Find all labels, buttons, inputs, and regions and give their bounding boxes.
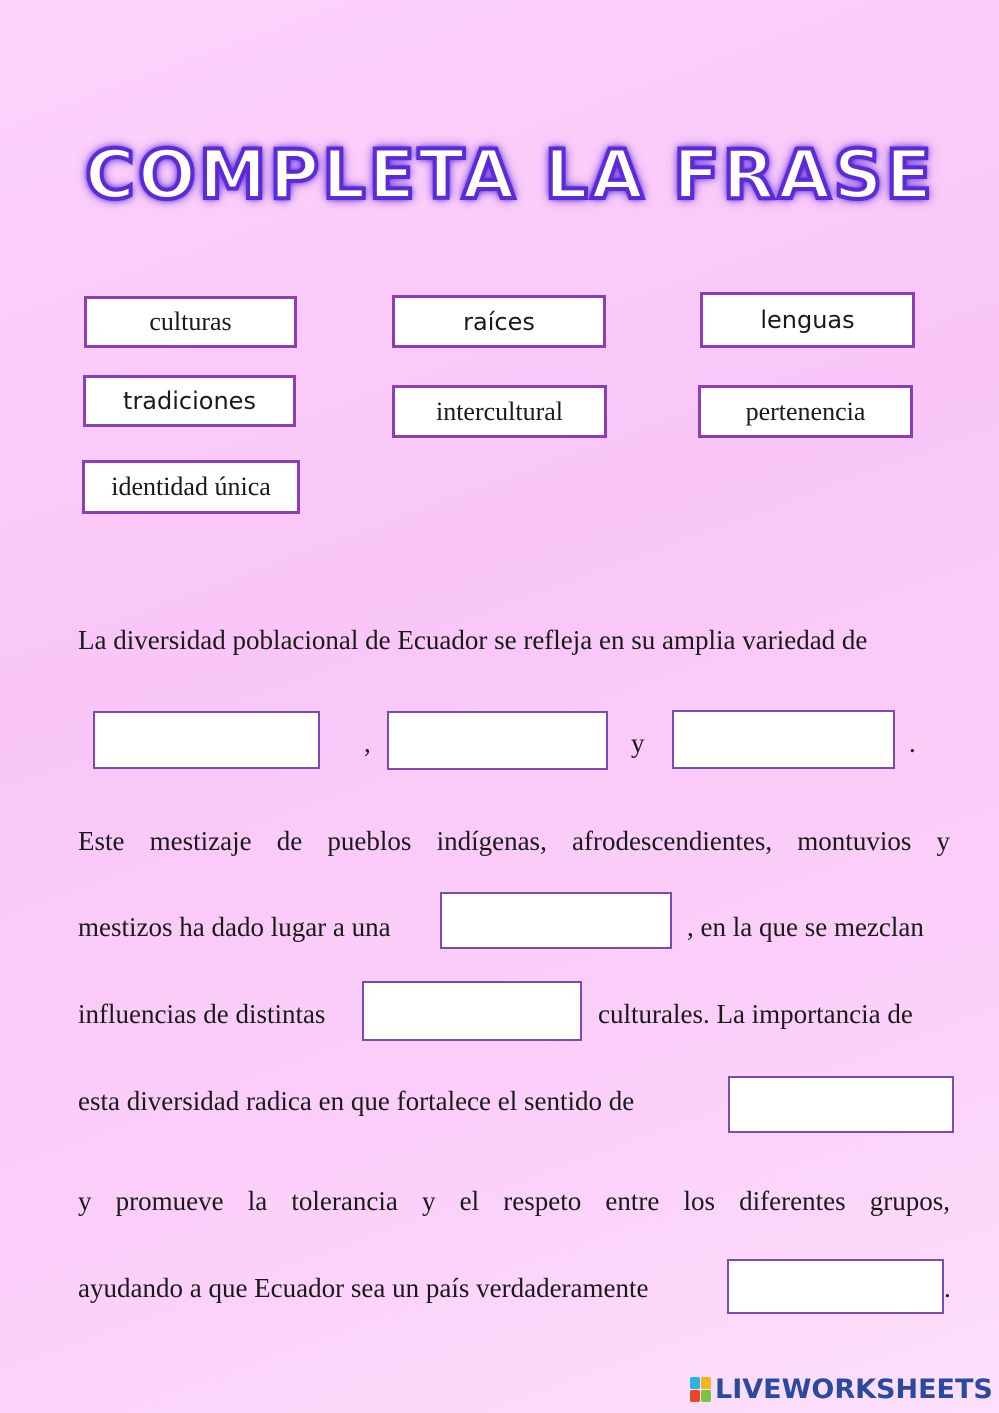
sentence-line-5-end: culturales. La importancia de [598, 999, 913, 1029]
blank-6[interactable] [728, 1076, 954, 1133]
word-pertenencia[interactable]: pertenencia [698, 385, 913, 438]
blank-3[interactable] [672, 710, 895, 769]
blank-4[interactable] [440, 892, 672, 949]
sentence-line-5-start: influencias de distintas [78, 999, 326, 1029]
sentence-line-8: ayudando a que Ecuador sea un país verdaderamente [78, 1273, 649, 1303]
word-culturas[interactable]: culturas [84, 296, 297, 348]
blank-1[interactable] [93, 711, 320, 769]
sentence-line-1: La diversidad poblacional de Ecuador se refleja en su amplia variedad de [78, 625, 868, 655]
word-lenguas[interactable]: lenguas [700, 292, 915, 348]
sentence-line-3: Este mestizaje de pueblos indígenas, afrodescendientes, montuvios y [78, 826, 950, 856]
blank-5[interactable] [362, 981, 582, 1041]
logo-grid-icon [690, 1377, 711, 1402]
page-title: COMPLETA LA FRASE [85, 136, 935, 215]
word-raices[interactable]: raíces [392, 295, 606, 348]
brand-name: LIVEWORKSHEETS [715, 1373, 993, 1405]
word-intercultural[interactable]: intercultural [392, 385, 607, 438]
sentence-line-7: y promueve la tolerancia y el respeto entre los diferentes grupos, [78, 1186, 950, 1216]
final-period: . [944, 1273, 951, 1303]
blank-7[interactable] [727, 1259, 944, 1314]
blank-2[interactable] [387, 711, 608, 770]
word-tradiciones[interactable]: tradiciones [83, 375, 296, 427]
sentence-line-6: esta diversidad radica en que fortalece el sentido de [78, 1086, 635, 1116]
sentence-line-4-start: mestizos ha dado lugar a una [78, 912, 391, 942]
liveworksheets-logo [690, 1373, 993, 1405]
word-identidad-unica[interactable]: identidad única [82, 460, 300, 514]
period-text: . [909, 728, 916, 758]
comma-text: , [364, 728, 371, 758]
and-text: y [631, 728, 645, 758]
sentence-line-4-end: , en la que se mezclan [687, 912, 924, 942]
